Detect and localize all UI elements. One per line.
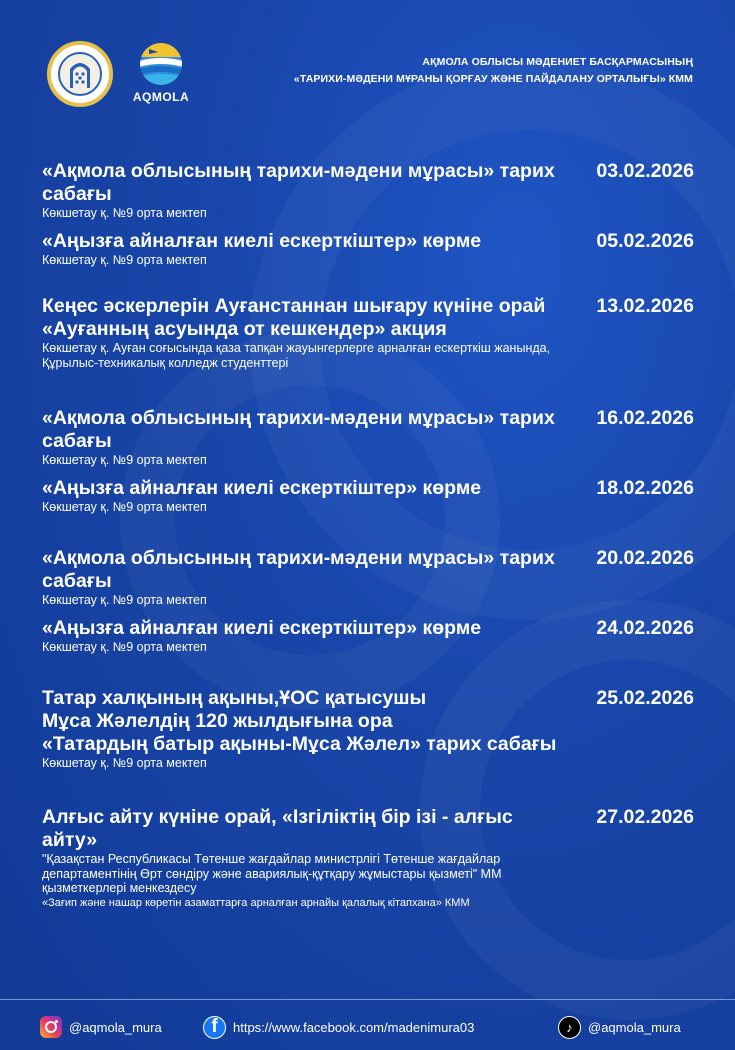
organization-line-1: АҚМОЛА ОБЛЫСЫ МӘДЕНИЕТ БАСҚАРМАСЫНЫҢ	[422, 56, 693, 68]
event-item	[42, 687, 694, 771]
event-date: 25.02.2026	[596, 687, 694, 709]
brand-name: AQMOLA	[132, 90, 190, 104]
event-item	[42, 806, 694, 910]
event-title: «Аңызға айналған киелі ескерткіштер» көрме	[42, 230, 482, 252]
event-item	[42, 407, 694, 468]
event-date: 24.02.2026	[596, 617, 694, 639]
event-place: Көкшетау қ. №9 орта мектеп	[42, 253, 207, 267]
event-place: Көкшетау қ. №9 орта мектеп	[42, 640, 207, 654]
event-item	[42, 547, 694, 608]
event-date: 13.02.2026	[596, 295, 694, 317]
facebook-link[interactable]	[203, 1012, 474, 1042]
footer	[0, 1012, 735, 1042]
event-date: 03.02.2026	[596, 160, 694, 182]
footer-divider	[0, 999, 735, 1000]
tiktok-link[interactable]	[558, 1012, 681, 1042]
event-item	[42, 230, 694, 268]
tiktok-icon: ♪	[558, 1016, 581, 1039]
event-item	[42, 160, 694, 221]
facebook-icon: f	[203, 1016, 226, 1039]
event-place: Көкшетау қ. №9 орта мектеп	[42, 593, 207, 607]
event-title: Татар халқының ақыны,ҰОС қатысушы Мұса Жәлелдің 120 жылдығына ора «Татардың батыр ақыны-Мұса Жәлел» тарих сабағы	[42, 687, 557, 755]
instagram-handle: @aqmola_mura	[69, 1019, 162, 1035]
event-item	[42, 477, 694, 515]
instagram-link[interactable]	[40, 1012, 162, 1042]
event-date: 27.02.2026	[596, 806, 694, 828]
monument-icon	[67, 59, 93, 89]
event-title: Кеңес әскерлерін Ауғанстаннан шығару күніне орай «Ауғанның асуында от кешкендер» акция	[42, 295, 546, 340]
event-title: Алғыс айту күніне орай, «Ізгіліктің бір ізі - алғыс айту»	[42, 806, 513, 851]
instagram-icon	[40, 1016, 62, 1038]
event-date: 16.02.2026	[596, 407, 694, 429]
center-logo	[47, 41, 113, 107]
event-place: Көкшетау қ. №9 орта мектеп	[42, 206, 207, 220]
header	[0, 0, 735, 130]
event-title: «Ақмола облысының тарихи-мәдени мұрасы» тарих сабағы	[42, 160, 555, 205]
event-item	[42, 617, 694, 655]
event-place: Көкшетау қ. №9 орта мектеп	[42, 453, 207, 467]
event-place: "Қазақстан Республикасы Төтенше жағдайлар министрлігі Төтенше жағдайлар департаментінің Өрт сөндіру және авариялық-құтқару жұмыстары қызметі" ММ қызметкерлері менкездесу	[42, 852, 502, 895]
tiktok-handle: @aqmola_mura	[588, 1019, 681, 1035]
event-title: «Аңызға айналған киелі ескерткіштер» көрме	[42, 617, 482, 639]
event-title: «Ақмола облысының тарихи-мәдени мұрасы» тарих сабағы	[42, 547, 555, 592]
event-place: Көкшетау қ. №9 орта мектеп	[42, 756, 207, 770]
event-date: 18.02.2026	[596, 477, 694, 499]
event-date: 05.02.2026	[596, 230, 694, 252]
facebook-url: https://www.facebook.com/madenimura03	[233, 1019, 475, 1035]
event-item	[42, 295, 694, 370]
event-title: «Ақмола облысының тарихи-мәдени мұрасы» тарих сабағы	[42, 407, 555, 452]
event-place-secondary: «Зағип және нашар көретін азаматтарға арналған арнайы қалалық кітапхана» КММ	[42, 896, 470, 909]
organization-line-2: «ТАРИХИ-МӘДЕНИ МҰРАНЫ ҚОРҒАУ ЖӘНЕ ПАЙДАЛАНУ ОРТАЛЫҒЫ» КММ	[293, 73, 693, 85]
event-place: Көкшетау қ. Ауған соғысында қаза тапқан жауынгерлерге арналған ескерткіш жанында, Құрылыс-техникалық колледж студенттері	[42, 341, 551, 370]
event-date: 20.02.2026	[596, 547, 694, 569]
event-place: Көкшетау қ. №9 орта мектеп	[42, 500, 207, 514]
organization-title	[294, 54, 693, 88]
event-title: «Аңызға айналған киелі ескерткіштер» көрме	[42, 477, 482, 499]
